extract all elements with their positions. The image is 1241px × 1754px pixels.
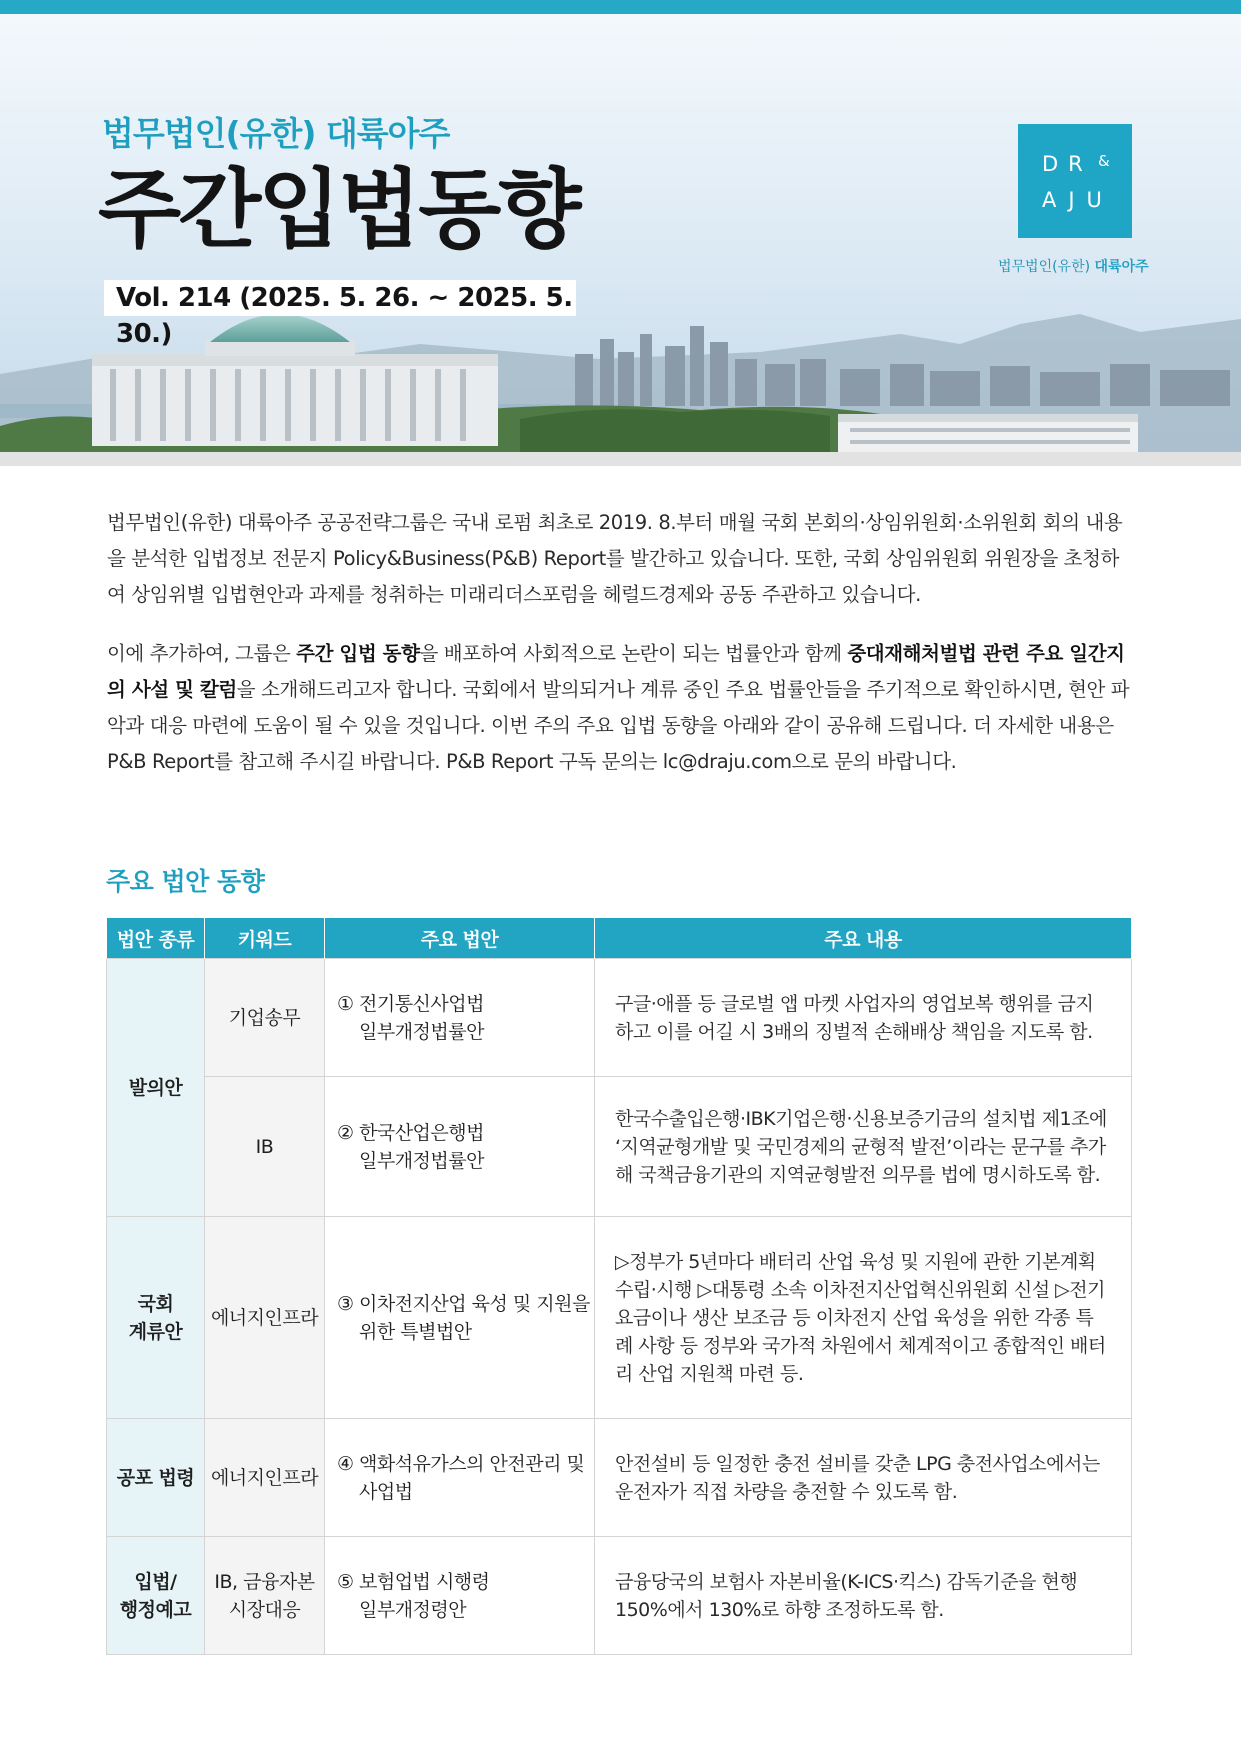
bill-name-line-1: 액화석유가스의 안전관리 및: [359, 1452, 585, 1475]
logo-caption-prefix: 법무법인(유한): [998, 259, 1091, 275]
bill-type-cell: [107, 959, 205, 1217]
keyword-cell: [205, 1077, 325, 1217]
intro-p2-text-d: 을 소개해드리고자 합니다. 국회에서 발의되거나 계류 중인 주요 법률안들을 주기적으로 확인하시면, 현안 파악과 대응 마련에 도움이 될 수 있을 것입니다. 이번 주의 주요 입법 동향을 아래와 같이 공유해 드립니다. 더 자세한 내용은 P&B Report를 참고해 주시길 바랍니다. P&B Report 구독 문의는 lc@draju.com으로 문의 바랍니다.: [107, 678, 1130, 773]
header-main-bill: 주요 법안: [325, 918, 595, 959]
bill-number: ③: [337, 1292, 354, 1315]
bill-type-line-2: 행정예고: [119, 1598, 192, 1621]
keyword-cell: [205, 1217, 325, 1419]
draju-logo: [1018, 124, 1132, 238]
intro-p2-text-a: 이에 추가하여, 그룹은: [107, 642, 297, 665]
bill-type-line-1: 공포 법령: [116, 1466, 195, 1489]
description-cell: 한국수출입은행·IBK기업은행·신용보증기금의 설치법 제1조에 ‘지역균형개발 및 국민경제의 균형적 발전’이라는 문구를 추가해 국책금융기관의 지역균형발전 의무를 법에 명시하도록 함.: [595, 1077, 1132, 1217]
description-cell: 구글·애플 등 글로벌 앱 마켓 사업자의 영업보복 행위를 금지하고 이를 어길 시 3배의 징벌적 손해배상 책임을 지도록 함.: [595, 959, 1132, 1077]
table-row: [107, 1419, 1132, 1537]
keyword-line-1: 에너지인프라: [210, 1306, 319, 1329]
table-header-row: [107, 918, 1132, 959]
bill-cell: [325, 959, 595, 1077]
logo-line-1: DR: [1042, 152, 1093, 176]
intro-p2-text-c: 을 배포하여 사회적으로 논란이 되는 법률안과 함께: [419, 642, 848, 665]
firm-name: 법무법인(유한) 대륙아주: [102, 114, 450, 153]
keyword-cell: [205, 1537, 325, 1655]
keyword-line-1: 기업송무: [228, 1006, 301, 1029]
keyword-line-2: 시장대응: [228, 1598, 301, 1621]
bill-name-line-2: 일부개정법률안: [359, 1020, 484, 1043]
bill-name-line-1: 보험업법 시행령: [359, 1570, 490, 1593]
keyword-cell: [205, 959, 325, 1077]
intro-p2-bold-2: 중대재해처벌법 관련 주요 일간지의 사설 및 칼럼: [107, 642, 1125, 701]
logo-caption-name: 대륙아주: [1094, 259, 1149, 275]
header-keyword: 키워드: [205, 918, 325, 959]
keyword-line-1: IB, 금융자본: [214, 1570, 315, 1593]
volume-label: Vol. 214 (2025. 5. 26. ~ 2025. 5. 30.): [104, 280, 576, 316]
bill-cell: [325, 1537, 595, 1655]
bill-number: ①: [337, 992, 354, 1015]
bill-name-line-2: 위한 특별법안: [359, 1320, 472, 1343]
header-bottom-strip: [0, 452, 1241, 466]
bill-number: ⑤: [337, 1570, 354, 1593]
intro-paragraph-1: 법무법인(유한) 대륙아주 공공전략그룹은 국내 로펌 최초로 2019. 8.부터 매월 국회 본회의·상임위원회·소위원회 회의 내용을 분석한 입법정보 전문지 Policy&Business(P&B) Report를 발간하고 있습니다. 또한, 국회 상임위원회 위원장을 초청하여 상임위별 입법현안과 과제를 청취하는 미래리더스포럼을 헤럴드경제와 공동 주관하고 있습니다.: [107, 511, 1123, 606]
bill-name-line-2: 사업법: [359, 1480, 413, 1503]
logo-ampersand: &: [1098, 152, 1110, 170]
bill-type-cell: [107, 1217, 205, 1419]
header-banner: [0, 14, 1241, 466]
bill-type-line-2: 계류안: [128, 1320, 183, 1343]
keyword-line-1: IB: [255, 1135, 274, 1158]
bill-type-line-1: 입법/: [134, 1570, 177, 1593]
bill-cell: [325, 1419, 595, 1537]
header-main-content: 주요 내용: [595, 918, 1132, 959]
intro-paragraph-2: [107, 636, 1137, 780]
logo-line-2: AJU: [1042, 188, 1114, 212]
bill-name-line-1: 전기통신사업법: [359, 992, 484, 1015]
table-row: [107, 1217, 1132, 1419]
bill-cell: [325, 1217, 595, 1419]
header-bill-type: 법안 종류: [107, 918, 205, 959]
section-title: 주요 법안 동향: [106, 867, 265, 896]
bill-cell: [325, 1077, 595, 1217]
table-row: [107, 1537, 1132, 1655]
table-row: [107, 959, 1132, 1077]
logo-caption: [998, 256, 1149, 276]
bill-number: ④: [337, 1452, 354, 1475]
keyword-line-1: 에너지인프라: [210, 1466, 319, 1489]
bill-type-line-1: 발의안: [128, 1076, 183, 1099]
description-cell: ▷정부가 5년마다 배터리 산업 육성 및 지원에 관한 기본계획 수립·시행 ▷대통령 소속 이차전지산업혁신위원회 신설 ▷전기요금이나 생산 보조금 등 이차전지 산업 육성을 위한 각종 특례 사항 등 정부와 국가적 차원에서 체계적이고 종합적인 배터리 산업 지원책 마련 등.: [595, 1217, 1132, 1419]
top-accent-bar: [0, 0, 1241, 14]
description-cell: 안전설비 등 일정한 충전 설비를 갖춘 LPG 충전사업소에서는 운전자가 직접 차량을 충전할 수 있도록 함.: [595, 1419, 1132, 1537]
keyword-cell: [205, 1419, 325, 1537]
bill-name-line-1: 이차전지산업 육성 및 지원을: [359, 1292, 590, 1315]
page-title: 주간입법동향: [98, 160, 579, 260]
bill-name-line-1: 한국산업은행법: [359, 1121, 484, 1144]
table-row: [107, 1077, 1132, 1217]
intro-p2-bold-1: 주간 입법 동향: [296, 642, 420, 665]
bill-type-cell: [107, 1537, 205, 1655]
bills-table: [106, 918, 1132, 1655]
bill-type-line-1: 국회: [137, 1292, 174, 1315]
bill-name-line-2: 일부개정법률안: [359, 1149, 484, 1172]
bill-type-cell: [107, 1419, 205, 1537]
description-cell: 금융당국의 보험사 자본비율(K-ICS·킥스) 감독기준을 현행 150%에서 130%로 하향 조정하도록 함.: [595, 1537, 1132, 1655]
bill-name-line-2: 일부개정령안: [359, 1598, 467, 1621]
bill-number: ②: [337, 1121, 354, 1144]
